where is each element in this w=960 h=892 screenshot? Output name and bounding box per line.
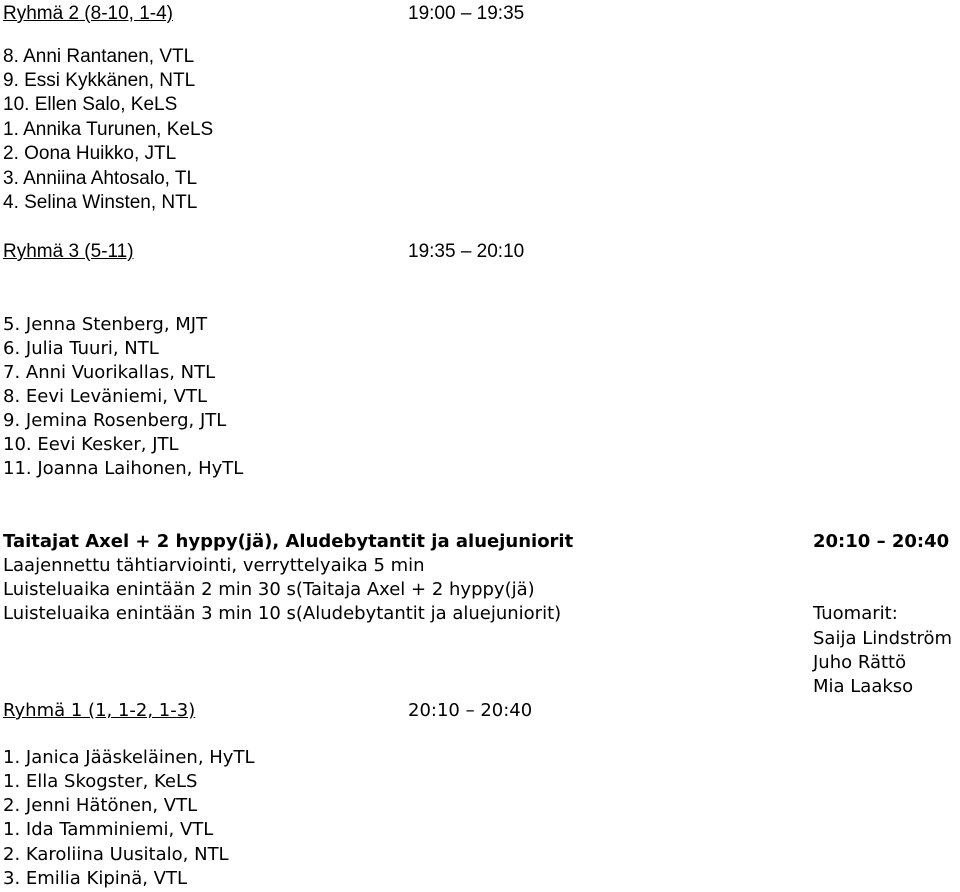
section-heading: Taitajat Axel + 2 hyppy(jä), Aludebytantit ja aluejuniorit <box>3 531 574 552</box>
list-item: 2. Jenni Hätönen, VTL <box>3 795 198 816</box>
list-item: 4. Selina Winsten, NTL <box>3 192 198 213</box>
group3-title: Ryhmä 3 (5-11) <box>3 241 134 262</box>
list-item: 11. Joanna Laihonen, HyTL <box>3 458 244 479</box>
group1-time: 20:10 – 20:40 <box>408 700 533 721</box>
list-item: 1. Ella Skogster, KeLS <box>3 771 198 792</box>
list-item: 8. Anni Rantanen, VTL <box>3 46 195 67</box>
group3-time: 19:35 – 20:10 <box>408 241 525 262</box>
list-item: 6. Julia Tuuri, NTL <box>3 338 159 359</box>
group2-title: Ryhmä 2 (8-10, 1-4) <box>3 3 174 24</box>
judge-name: Saija Lindström <box>813 628 953 649</box>
group2-time: 19:00 – 19:35 <box>408 3 525 24</box>
list-item: 1. Ida Tamminiemi, VTL <box>3 819 214 840</box>
list-item: 10. Eevi Kesker, JTL <box>3 434 179 455</box>
list-item: 1. Janica Jääskeläinen, HyTL <box>3 747 255 768</box>
list-item: 3. Anniina Ahtosalo, TL <box>3 168 198 189</box>
list-item: 3. Emilia Kipinä, VTL <box>3 868 188 889</box>
list-item: 10. Ellen Salo, KeLS <box>3 94 178 115</box>
info-line: Luisteluaika enintään 2 min 30 s(Taitaja Axel + 2 hyppy(jä) <box>3 579 535 600</box>
list-item: 8. Eevi Leväniemi, VTL <box>3 386 207 407</box>
section-time: 20:10 – 20:40 <box>813 531 950 552</box>
judge-name: Juho Rättö <box>813 652 907 673</box>
list-item: 1. Annika Turunen, KeLS <box>3 119 214 140</box>
group1-title: Ryhmä 1 (1, 1-2, 1-3) <box>3 700 196 721</box>
judge-name: Mia Laakso <box>813 676 914 697</box>
list-item: 5. Jenna Stenberg, MJT <box>3 314 208 335</box>
judges-label: Tuomarit: <box>813 603 898 624</box>
list-item: 7. Anni Vuorikallas, NTL <box>3 362 216 383</box>
list-item: 9. Essi Kykkänen, NTL <box>3 70 196 91</box>
list-item: 9. Jemina Rosenberg, JTL <box>3 410 227 431</box>
info-line: Laajennettu tähtiarviointi, verryttelyaika 5 min <box>3 555 425 576</box>
list-item: 2. Karoliina Uusitalo, NTL <box>3 844 229 865</box>
list-item: 2. Oona Huikko, JTL <box>3 143 177 164</box>
info-line: Luisteluaika enintään 3 min 10 s(Aludebytantit ja aluejuniorit) <box>3 603 562 624</box>
